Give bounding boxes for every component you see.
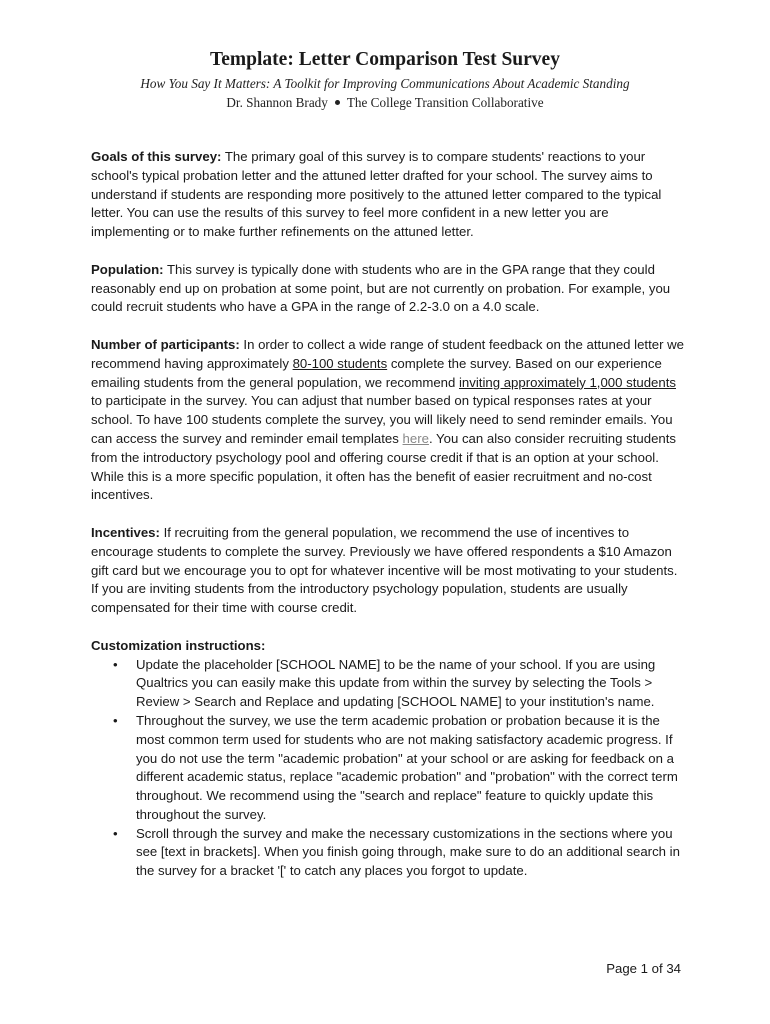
list-item — [91, 712, 687, 825]
participants-label: Number of participants: — [91, 336, 240, 352]
goals-paragraph — [91, 148, 687, 242]
goals-label: Goals of this survey: — [91, 149, 222, 164]
incentives-text: If recruiting from the general population, we recommend the use of incentives to encourage students to complete the survey. Previously we have offered respondents a $10 Amazon gift card but we encourage you to opt for whatever incentive will be most motivating to your students. If you are inviting students from the introductory psychology population, students are usually compensated for their time with course credit. — [91, 524, 678, 616]
survey-templates-link[interactable]: here — [402, 430, 429, 446]
customization-heading: Customization instructions: — [91, 637, 266, 653]
participants-text-4: . You can also consider recruiting students from the introductory psychology pool and offering course credit if that is an option at your school. While this is a more specific population, it often has the benefit of easier recruitment and no-cost incentives. — [91, 430, 676, 503]
author-name: Dr. Shannon Brady — [226, 95, 328, 110]
goals-text: The primary goal of this survey is to compare students' reactions to your school's typical probation letter and the attuned letter drafted for your school. The survey aims to understand if students are responding more positively to the attuned letter compared to the typical letter. You can use the results of this survey to feel more confident in a new letter you are implementing or to make further refinements on the attuned letter. — [91, 149, 662, 240]
incentives-label: Incentives: — [91, 524, 160, 540]
organization-name: The College Transition Collaborative — [346, 95, 544, 110]
population-label: Population: — [91, 261, 164, 277]
document-header — [0, 48, 770, 112]
document-subtitle: How You Say It Matters: A Toolkit for Improving Communications About Academic Standing — [140, 76, 630, 91]
bullet-icon: • — [113, 656, 118, 672]
population-paragraph — [91, 261, 687, 317]
list-item-text: Throughout the survey, we use the term academic probation or probation because it is the most common term used for students who are not making satisfactory academic progress. If you do not use the term "academic probation" at your school or are asking for feedback on a different academic status, replace "academic probation" and "probation" with the correct term throughout. We recommend using the "search and replace" feature to quickly update this throughout the survey. — [136, 712, 678, 822]
participants-text-2: complete the survey. Based on our experience emailing students from the general population, we recommend — [91, 355, 662, 390]
author-line — [0, 94, 770, 112]
list-item — [91, 825, 687, 881]
participants-count-underlined: 80-100 students — [292, 355, 388, 371]
participants-text-1: In order to collect a wide range of student feedback on the attuned letter we recommend having approximately — [91, 336, 685, 371]
page-number: Page 1 of 34 — [606, 961, 681, 976]
list-item-text: Update the placeholder [SCHOOL NAME] to be the name of your school. If you are using Qualtrics you can easily make this update from within the survey by selecting the Tools > Review > Search and Replace and updating [SCHOOL NAME] to your institution's name. — [136, 656, 656, 710]
participants-text-3: to participate in the survey. You can adjust that number based on typical responses rates at your school. To have 100 students complete the survey, you will likely need to send reminder emails. You can access the survey and reminder email templates — [91, 393, 673, 446]
document-body — [91, 148, 687, 881]
document-title: Template: Letter Comparison Test Survey — [210, 49, 560, 70]
customization-list — [91, 656, 687, 882]
incentives-paragraph — [91, 524, 687, 618]
participants-paragraph — [91, 336, 687, 505]
population-text: This survey is typically done with students who are in the GPA range that they could reasonably end up on probation at some point, but are not currently on probation. For example, you could recruit students who have a GPA in the range of 2.2-3.0 on a 4.0 scale. — [91, 261, 671, 315]
bullet-icon: • — [113, 825, 118, 841]
list-item — [91, 656, 687, 712]
bullet-separator-icon — [335, 100, 340, 105]
invite-count-underlined: inviting approximately 1,000 students — [459, 374, 676, 390]
list-item-text: Scroll through the survey and make the necessary customizations in the sections where you see [text in brackets]. When you finish going through, make sure to do an additional search in the survey for a bracket '[' to catch any places you forgot to update. — [136, 825, 680, 879]
bullet-icon: • — [113, 712, 118, 728]
